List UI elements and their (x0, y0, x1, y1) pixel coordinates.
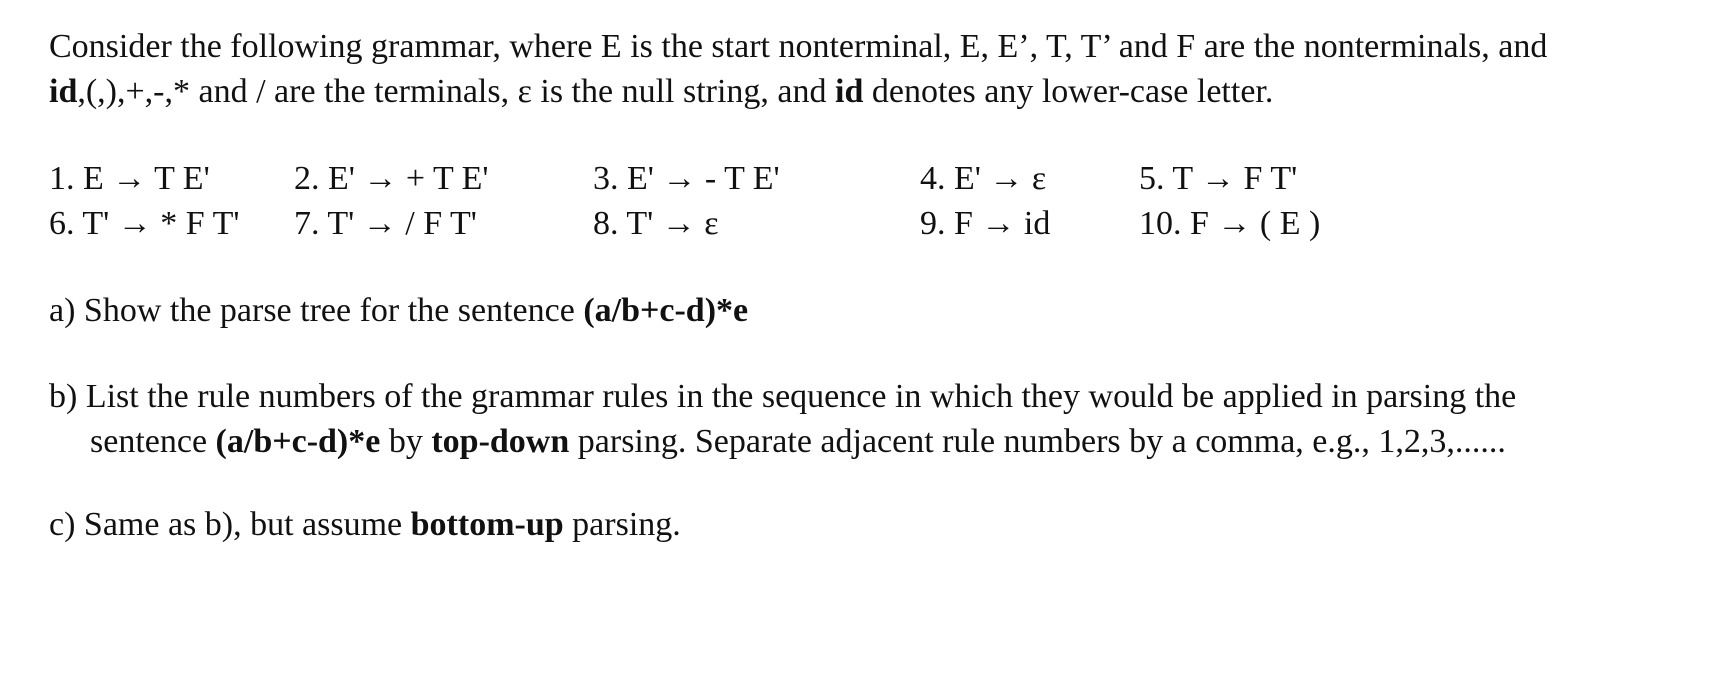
question-b-sentence: (a/b+c-d)*e (215, 423, 381, 460)
intro-line-1: Consider the following grammar, where E is the start nonterminal, E, E’, T, T’ and F are the nonterminals, and (49, 28, 1548, 65)
rule-4: 4. E' → ε (920, 160, 1047, 197)
rule-2: 2. E' → + T E' (294, 160, 489, 197)
question-a-text: a) Show the parse tree for the sentence (49, 292, 584, 329)
rule-5: 5. T → F T' (1139, 160, 1298, 197)
problem-intro (49, 24, 1709, 114)
rule-7: 7. T' → / F T' (294, 205, 477, 242)
terminals-text: ,(,),+,-,* and / are the terminals, ε is the null string, and (77, 73, 836, 110)
question-a (49, 288, 748, 333)
rule-8: 8. T' → ε (593, 205, 719, 242)
question-c-method: bottom-up (410, 506, 564, 543)
id-term-bold: id (49, 73, 78, 110)
id-term-bold-2: id (835, 73, 864, 110)
rule-3: 3. E' → - T E' (593, 160, 780, 197)
rule-9: 9. F → id (920, 205, 1051, 242)
question-c-suffix: parsing. (563, 506, 681, 543)
rule-10: 10. F → ( E ) (1139, 205, 1321, 242)
intro-line-2 (49, 69, 1709, 114)
question-c (49, 502, 681, 547)
question-b-line-1: b) List the rule numbers of the grammar rules in the sequence in which they would be applied in parsing the (49, 378, 1517, 415)
question-b-post: parsing. Separate adjacent rule numbers by a comma, e.g., 1,2,3,...... (569, 423, 1506, 460)
rule-1: 1. E → T E' (49, 160, 210, 197)
question-c-prefix: c) Same as b), but assume (49, 506, 411, 543)
question-b-pre: sentence (90, 423, 216, 460)
intro-line-2-end: denotes any lower-case letter. (863, 73, 1274, 110)
question-b (49, 374, 1516, 464)
rule-6: 6. T' → * F T' (49, 205, 240, 242)
question-a-sentence: (a/b+c-d)*e (583, 292, 749, 329)
question-b-mid: by (380, 423, 432, 460)
question-b-line-2 (49, 419, 1516, 464)
question-b-method: top-down (431, 423, 570, 460)
